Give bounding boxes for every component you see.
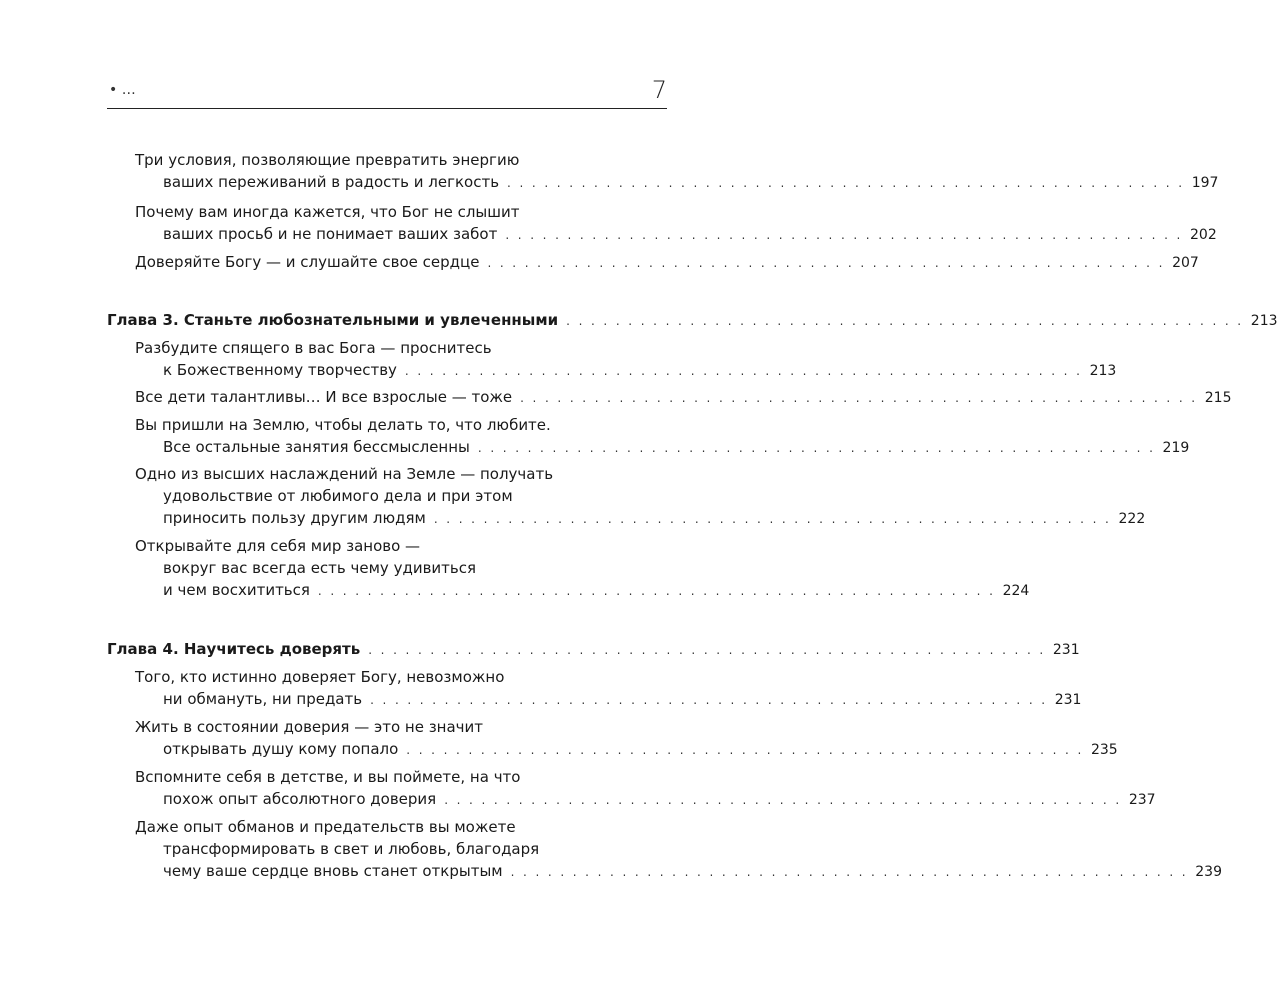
- chapter-title: Глава 3. Станьте любознательными и увлеченными: [107, 311, 559, 329]
- toc-entry-line: Одно из высших наслаждений на Земле — получать: [135, 465, 554, 483]
- toc-page-number: 213: [1250, 313, 1278, 329]
- toc-page-number: 197: [1191, 175, 1219, 191]
- toc-chapter-entry: [107, 309, 1278, 332]
- toc-chapter-entry: [107, 638, 1080, 661]
- toc-entry-line: Жить в состоянии доверия — это не значит: [135, 718, 484, 736]
- toc-page-number: 215: [1204, 390, 1232, 406]
- toc-entry-line: открывать душу кому попало: [163, 740, 399, 758]
- toc-entry: [107, 201, 1217, 246]
- toc-entry: [107, 716, 1118, 761]
- toc-entry-line: трансформировать в свет и любовь, благодаря: [163, 840, 540, 858]
- page-header: [107, 78, 667, 109]
- toc-entry-line: ваших переживаний в радость и легкость: [163, 173, 500, 191]
- toc-page-number: 219: [1162, 440, 1190, 456]
- toc-entry-line: удовольствие от любимого дела и при этом: [163, 487, 513, 505]
- dot-leader: . . . . . . . . . . . . . . . . . . . . . . . . . . . . . . . . . . . . . . . . . . . . . . . . . . . . . . .: [477, 441, 1156, 455]
- toc-entry-line: чему ваше сердце вновь станет открытым: [163, 862, 503, 880]
- toc-entry: [107, 766, 1156, 811]
- toc-entry-line: и чем восхититься: [163, 581, 310, 599]
- toc-entry-line: Доверяйте Богу — и слушайте свое сердце: [135, 253, 480, 271]
- toc-entry: [107, 463, 1146, 530]
- toc-entry: [107, 816, 1222, 883]
- dot-leader: . . . . . . . . . . . . . . . . . . . . . . . . . . . . . . . . . . . . . . . . . . . . . . . . . . . . . . .: [370, 693, 1048, 707]
- dot-leader: . . . . . . . . . . . . . . . . . . . . . . . . . . . . . . . . . . . . . . . . . . . . . . . . . . . . . . .: [368, 643, 1046, 657]
- toc-entry-line: Вспомните себя в детстве, и вы поймете, на что: [135, 768, 521, 786]
- toc-entry-line: к Божественному творчеству: [163, 361, 397, 379]
- toc-entry-line: ни обмануть, ни предать: [163, 690, 363, 708]
- toc-entry: [107, 251, 1199, 274]
- toc-entry-line: ваших просьб и не понимает ваших забот: [163, 225, 498, 243]
- dot-leader: . . . . . . . . . . . . . . . . . . . . . . . . . . . . . . . . . . . . . . . . . . . . . . . . . . . . . . .: [520, 391, 1198, 405]
- toc-entry-line: Разбудите спящего в вас Бога — проснитесь: [135, 339, 492, 357]
- toc-entry: [107, 149, 1219, 194]
- toc-entry-line: Открывайте для себя мир заново —: [135, 537, 421, 555]
- header-marker: • …: [109, 82, 136, 98]
- page-number: 7: [651, 76, 667, 104]
- toc-page-number: 202: [1190, 227, 1217, 243]
- toc-page-number: 222: [1118, 511, 1146, 527]
- dot-leader: . . . . . . . . . . . . . . . . . . . . . . . . . . . . . . . . . . . . . . . . . . . . . . . . . . . . . . .: [433, 512, 1112, 526]
- toc-page-number: 239: [1195, 864, 1222, 880]
- dot-leader: . . . . . . . . . . . . . . . . . . . . . . . . . . . . . . . . . . . . . . . . . . . . . . . . . . . . . . .: [510, 865, 1188, 879]
- toc-page-number: 237: [1128, 792, 1156, 808]
- dot-leader: . . . . . . . . . . . . . . . . . . . . . . . . . . . . . . . . . . . . . . . . . . . . . . . . . . . . . . .: [444, 793, 1122, 807]
- toc-page-number: 213: [1089, 363, 1117, 379]
- toc-entry: [107, 337, 1117, 382]
- toc-page-number: 224: [1002, 583, 1030, 599]
- toc-entry-line: Даже опыт обманов и предательств вы можете: [135, 818, 516, 836]
- toc-page-number: 231: [1052, 642, 1080, 658]
- toc-entry-line: похож опыт абсолютного доверия: [163, 790, 437, 808]
- dot-leader: . . . . . . . . . . . . . . . . . . . . . . . . . . . . . . . . . . . . . . . . . . . . . . . . . . . . . . .: [487, 256, 1165, 270]
- dot-leader: . . . . . . . . . . . . . . . . . . . . . . . . . . . . . . . . . . . . . . . . . . . . . . . . . . . . . . .: [507, 176, 1185, 190]
- toc-entry: [107, 666, 1082, 711]
- dot-leader: . . . . . . . . . . . . . . . . . . . . . . . . . . . . . . . . . . . . . . . . . . . . . . . . . . . . . . .: [566, 314, 1244, 328]
- toc-entry-line: Почему вам иногда кажется, что Бог не слышит: [135, 203, 520, 221]
- toc-entry-line: Все дети талантливы… И все взрослые — тоже: [135, 388, 513, 406]
- toc-page-number: 231: [1054, 692, 1082, 708]
- toc-page-number: 235: [1090, 742, 1118, 758]
- toc-entry-line: приносить пользу другим людям: [163, 509, 426, 527]
- dot-leader: . . . . . . . . . . . . . . . . . . . . . . . . . . . . . . . . . . . . . . . . . . . . . . . . . . . . . . .: [404, 364, 1083, 378]
- dot-leader: . . . . . . . . . . . . . . . . . . . . . . . . . . . . . . . . . . . . . . . . . . . . . . . . . . . . . . .: [406, 743, 1084, 757]
- dot-leader: . . . . . . . . . . . . . . . . . . . . . . . . . . . . . . . . . . . . . . . . . . . . . . . . . . . . . . .: [505, 228, 1183, 242]
- toc-entry-line: Все остальные занятия бессмысленны: [163, 438, 470, 456]
- toc-entry-line: Того, кто истинно доверяет Богу, невозможно: [135, 668, 505, 686]
- dot-leader: . . . . . . . . . . . . . . . . . . . . . . . . . . . . . . . . . . . . . . . . . . . . . . . . . . . . . . .: [317, 584, 996, 598]
- toc-entry-line: Три условия, позволяющие превратить энергию: [135, 151, 520, 169]
- chapter-title: Глава 4. Научитесь доверять: [107, 640, 361, 658]
- toc-entry-line: Вы пришли на Землю, чтобы делать то, что любите.: [135, 416, 551, 434]
- toc-entry: [107, 535, 1030, 602]
- toc-entry-line: вокруг вас всегда есть чему удивиться: [163, 559, 477, 577]
- toc-entry: [107, 386, 1232, 409]
- toc-entry: [107, 414, 1190, 459]
- toc-page-number: 207: [1172, 255, 1199, 271]
